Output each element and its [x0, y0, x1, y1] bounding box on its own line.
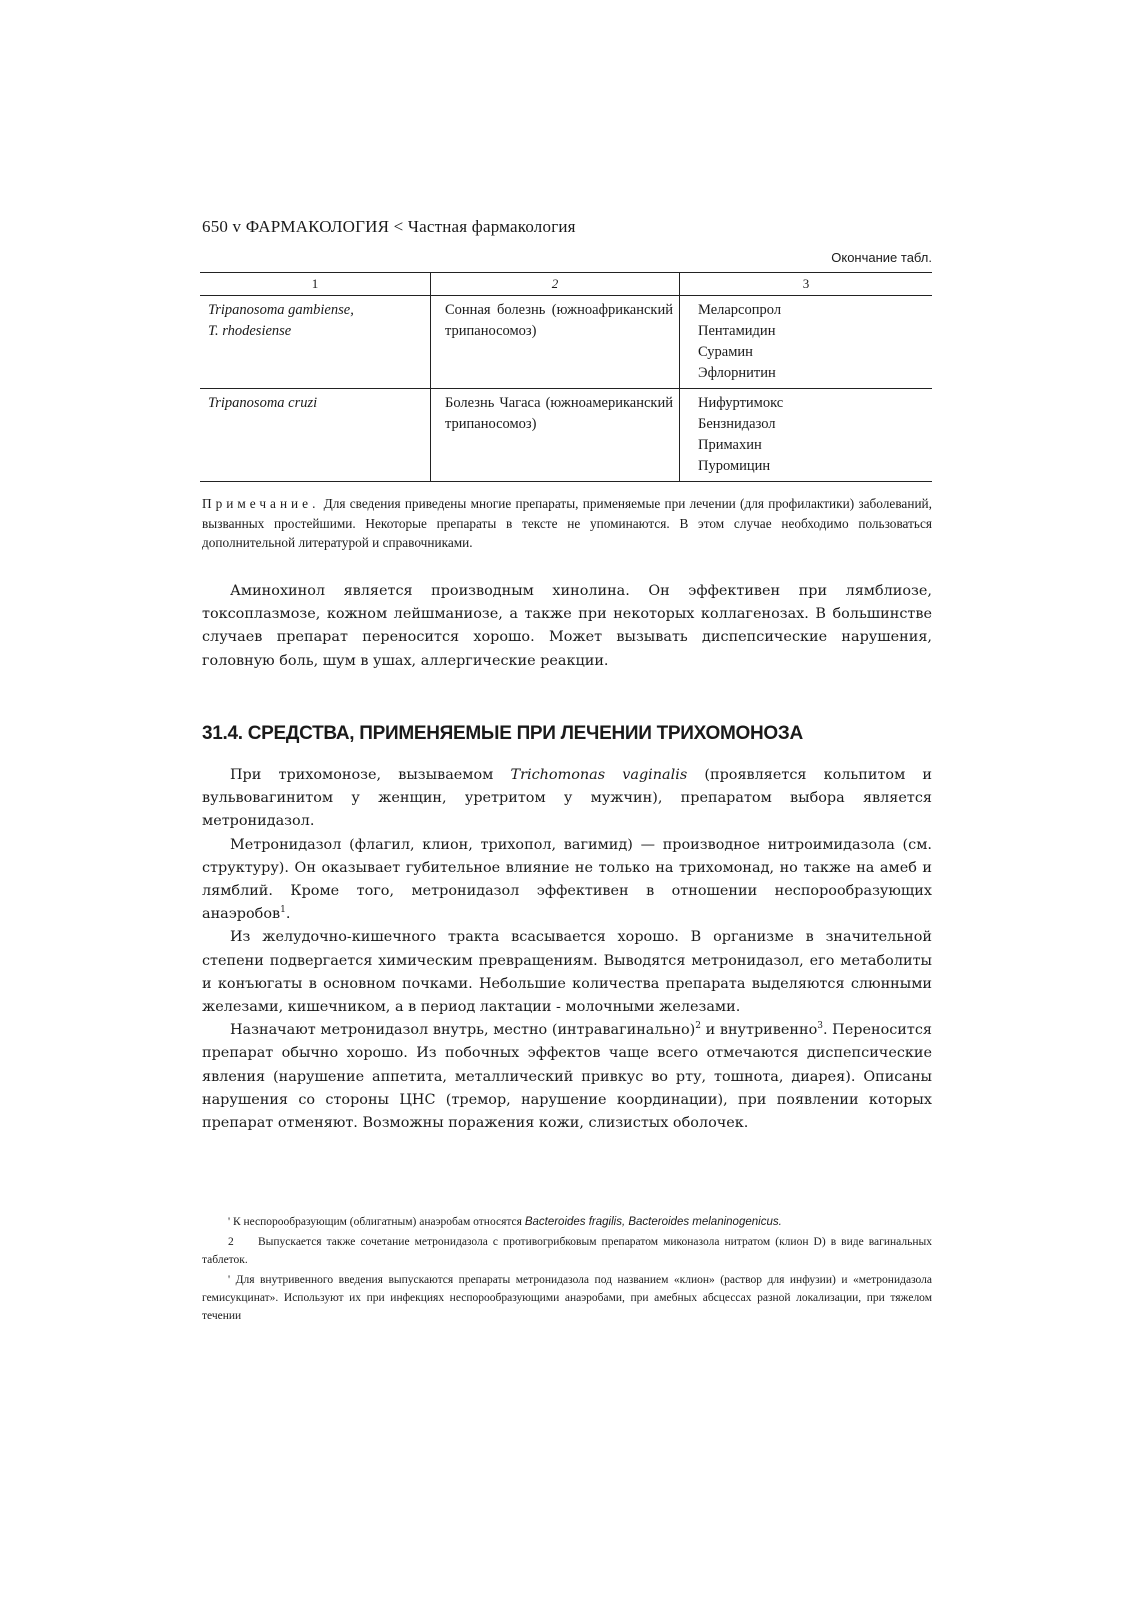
- text-run: (проявляется кольпитом и вульвовагинитом у женщин, уретритом у мужчин), препаратом выбора является метронидазол.: [202, 767, 932, 830]
- text-run: Метронидазол (флагил, клион, трихопол, вагимид) — производное нитроимидазола (см. структуру). Он оказывает губительное влияние не только на трихомонад, но также на амеб и лямблий. Кроме того, метронидазол эффективен в отношении неспорообразующих анаэробов: [202, 836, 932, 923]
- section-body: [202, 764, 932, 1135]
- disease-cell: Болезнь Чагаса (южноамериканский трипаносомоз): [431, 389, 680, 482]
- table-header-row: [200, 273, 932, 296]
- drug-name: Сурамин: [698, 344, 753, 360]
- pathogen-name: Tripanosoma gambiense,: [208, 302, 354, 318]
- footnote: [202, 1233, 932, 1269]
- drug-name: Примахин: [698, 437, 762, 453]
- text-run: При трихомонозе, вызываемом: [230, 767, 511, 783]
- paragraph: [202, 764, 932, 834]
- text-run: Назначают метронидазол внутрь, местно (интравагинально): [230, 1022, 696, 1039]
- footnote-ref[interactable]: 3: [817, 1021, 823, 1032]
- table-note: [202, 494, 932, 553]
- footnote-text: Для внутривенного введения выпускаются препараты метронидазола под названием «клион» (раствор для инфузии) и «метронидазола гемисукцинат». Используют их при инфекциях неспорообразующими анаэробами, при амебных абсцессах разной локализации, при тяжелом течении: [202, 1274, 932, 1322]
- footnote-text: К неспорообразующим (облигатным) анаэробам относятся: [230, 1216, 525, 1228]
- disease-cell: Сонная болезнь (южноафриканский трипаносомоз): [431, 296, 680, 389]
- column-header: 3: [680, 273, 933, 296]
- table-row: [200, 296, 932, 389]
- note-label: Примечание.: [202, 496, 320, 511]
- pathogen-name: T. rhodesiense: [208, 323, 292, 339]
- paragraph: [202, 834, 932, 927]
- species-name: Trichomonas vaginalis: [510, 767, 688, 783]
- footnote-mark: ': [228, 1274, 231, 1286]
- section-heading: 31.4. СРЕДСТВА, ПРИМЕНЯЕМЫЕ ПРИ ЛЕЧЕНИИ ТРИХОМОНОЗА: [202, 723, 803, 744]
- pathogen-name: Tripanosoma cruzi: [208, 395, 318, 411]
- column-header: 2: [431, 273, 680, 296]
- aminoquinol-paragraph: Аминохинол является производным хинолина. Он эффективен при лямблиозе, токсоплазмозе, кожном лейшманиозе, а также при некоторых коллагенозах. В большинстве случаев препарат переносится хорошо. Может вызывать диспепсические нарушения, головную боль, шум в ушах, аллергические реакции.: [202, 583, 932, 669]
- note-text: Для сведения приведены многие препараты, применяемые при лечении (для профилактики) заболеваний, вызванных простейшими. Некоторые препараты в тексте не упоминаются. В этом случае необходимо пользоваться дополнительной литературой и справочниками.: [202, 496, 932, 550]
- drug-name: Бензнидазол: [698, 416, 776, 432]
- pathogen-cell: [200, 389, 431, 482]
- drug-name: Пуромицин: [698, 458, 771, 474]
- drugs-cell: [680, 389, 933, 482]
- footnote: [202, 1213, 932, 1231]
- footnote-mark: ': [228, 1216, 231, 1228]
- footnote-mark: 2: [228, 1236, 234, 1248]
- text-run: . Переносится препарат обычно хорошо. Из побочных эффектов чаще всего отмечаются диспепсические явления (нарушение аппетита, металлический привкус во рту, тошнота, диарея). Описаны нарушения со стороны ЦНС (тремор, нарушение координации), при появлении которых препарат отменяют. Возможны поражения кожи, слизистых оболочек.: [202, 1022, 932, 1132]
- species-name: Bacteroides fragilis, Bacteroides melaninogenicus.: [524, 1216, 782, 1228]
- drug-name: Пентамидин: [698, 323, 776, 339]
- footnote-ref[interactable]: 1: [280, 905, 286, 916]
- paragraph: Из желудочно-кишечного тракта всасывается хорошо. В организме в значительной степени подвергается химическим превращениям. Выводятся метронидазол, его метаболиты и конъюгаты в основном почками. Небольшие количества препарата выделяются слюнными железами, кишечником, а в период лактации - молочными железами.: [202, 929, 932, 1016]
- table-caption: Окончание табл.: [831, 250, 932, 265]
- footnote-text: Выпускается также сочетание метронидазола с противогрибковым препаратом миконазола нитратом (клион D) в виде вагинальных таблеток.: [202, 1236, 932, 1266]
- drug-name: Нифуртимокс: [698, 395, 784, 411]
- footnote: [202, 1271, 932, 1325]
- paragraph: [202, 1019, 932, 1135]
- drug-table: [200, 272, 932, 482]
- drug-name: Меларсопрол: [698, 302, 782, 318]
- table-row: [200, 389, 932, 482]
- footnote-ref[interactable]: 2: [695, 1021, 701, 1032]
- pathogen-cell: [200, 296, 431, 389]
- running-header: 650 v ФАРМАКОЛОГИЯ < Частная фармакология: [202, 217, 576, 236]
- footnotes: [202, 1213, 932, 1327]
- drugs-cell: [680, 296, 933, 389]
- column-header: 1: [200, 273, 431, 296]
- drug-name: Эфлорнитин: [698, 365, 776, 381]
- text-run: .: [285, 906, 291, 923]
- text-run: и внутривенно: [700, 1022, 818, 1039]
